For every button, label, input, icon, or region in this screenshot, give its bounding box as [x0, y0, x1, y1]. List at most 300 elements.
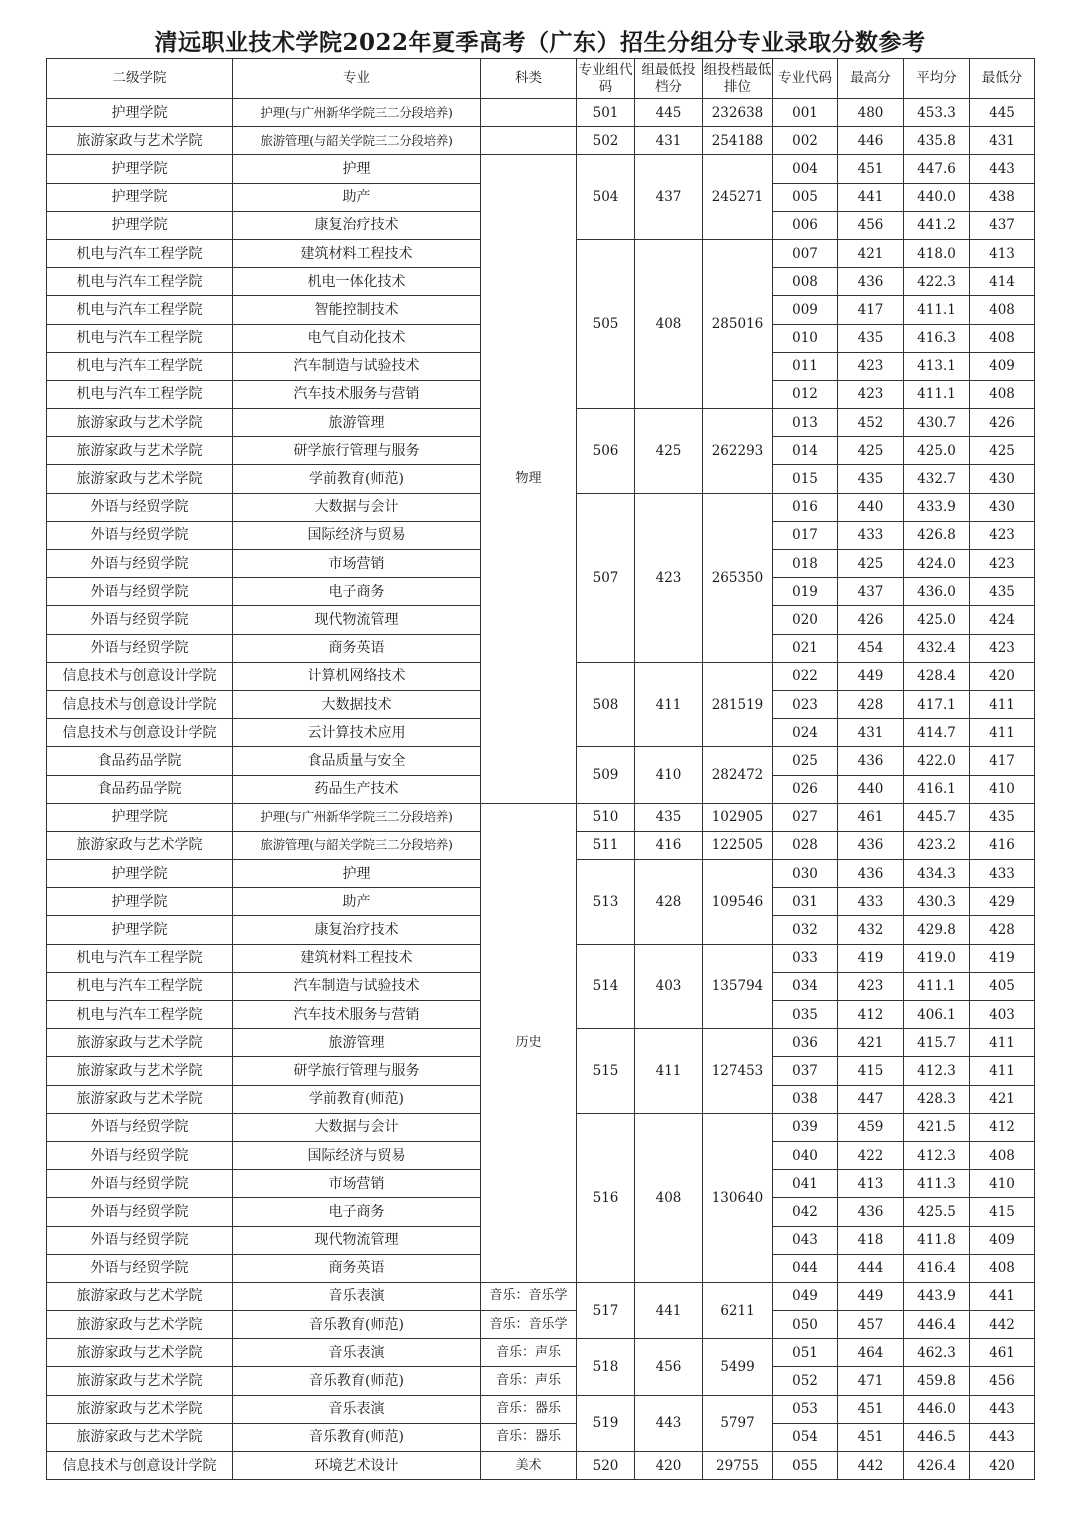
- min-score-cell: 423: [970, 550, 1035, 578]
- major-cell: 旅游管理: [233, 1029, 481, 1057]
- college-cell: 旅游家政与艺术学院: [47, 1085, 233, 1113]
- avg-score-cell: 423.2: [904, 831, 970, 859]
- max-score-cell: 432: [838, 916, 904, 944]
- major-cell: 建筑材料工程技术: [233, 944, 481, 972]
- max-score-cell: 417: [838, 296, 904, 324]
- college-cell: 机电与汽车工程学院: [47, 380, 233, 408]
- major-code-cell: 014: [773, 437, 838, 465]
- category-cell: 美术: [481, 1452, 577, 1480]
- group-rank-cell: 127453: [703, 1029, 773, 1114]
- major-code-cell: 042: [773, 1198, 838, 1226]
- group-code-cell: 502: [577, 127, 635, 155]
- group-min-cell: 411: [635, 662, 703, 747]
- avg-score-cell: 434.3: [904, 860, 970, 888]
- avg-score-cell: 425.0: [904, 606, 970, 634]
- college-cell: 机电与汽车工程学院: [47, 268, 233, 296]
- category-cell: [481, 127, 577, 155]
- category-cell: 物理: [481, 155, 577, 803]
- header-category: 科类: [481, 59, 577, 99]
- major-code-cell: 035: [773, 1001, 838, 1029]
- college-cell: 外语与经贸学院: [47, 1226, 233, 1254]
- header-college: 二级学院: [47, 59, 233, 99]
- major-code-cell: 008: [773, 268, 838, 296]
- avg-score-cell: 411.3: [904, 1170, 970, 1198]
- avg-score-cell: 411.8: [904, 1226, 970, 1254]
- max-score-cell: 451: [838, 1423, 904, 1451]
- major-cell: 环境艺术设计: [233, 1452, 481, 1480]
- header-group-min: 组最低投档分: [635, 59, 703, 99]
- min-score-cell: 419: [970, 944, 1035, 972]
- major-cell: 商务英语: [233, 1254, 481, 1282]
- avg-score-cell: 422.0: [904, 747, 970, 775]
- category-cell: 音乐：器乐: [481, 1395, 577, 1423]
- group-min-cell: 437: [635, 155, 703, 240]
- college-cell: 机电与汽车工程学院: [47, 972, 233, 1000]
- group-min-cell: 443: [635, 1395, 703, 1451]
- major-cell: 康复治疗技术: [233, 211, 481, 239]
- group-min-cell: 416: [635, 831, 703, 859]
- min-score-cell: 429: [970, 888, 1035, 916]
- min-score-cell: 442: [970, 1311, 1035, 1339]
- major-code-cell: 040: [773, 1141, 838, 1169]
- major-code-cell: 009: [773, 296, 838, 324]
- major-cell: 音乐表演: [233, 1282, 481, 1310]
- major-cell: 学前教育(师范): [233, 465, 481, 493]
- college-cell: 机电与汽车工程学院: [47, 239, 233, 267]
- major-cell: 现代物流管理: [233, 606, 481, 634]
- avg-score-cell: 413.1: [904, 352, 970, 380]
- min-score-cell: 435: [970, 578, 1035, 606]
- group-rank-cell: 285016: [703, 239, 773, 408]
- avg-score-cell: 424.0: [904, 550, 970, 578]
- group-rank-cell: 6211: [703, 1282, 773, 1338]
- category-cell: 音乐：声乐: [481, 1339, 577, 1367]
- category-cell: [481, 99, 577, 127]
- group-rank-cell: 232638: [703, 99, 773, 127]
- major-cell: 护理(与广州新华学院三二分段培养): [233, 99, 481, 127]
- category-cell: 历史: [481, 803, 577, 1282]
- major-cell: 护理(与广州新华学院三二分段培养): [233, 803, 481, 831]
- max-score-cell: 440: [838, 775, 904, 803]
- major-code-cell: 036: [773, 1029, 838, 1057]
- major-cell: 市场营销: [233, 550, 481, 578]
- major-code-cell: 030: [773, 860, 838, 888]
- major-code-cell: 020: [773, 606, 838, 634]
- max-score-cell: 428: [838, 690, 904, 718]
- table-row: [47, 1452, 1035, 1480]
- group-rank-cell: 135794: [703, 944, 773, 1029]
- max-score-cell: 436: [838, 1198, 904, 1226]
- group-rank-cell: 109546: [703, 860, 773, 945]
- college-cell: 外语与经贸学院: [47, 1254, 233, 1282]
- group-code-cell: 516: [577, 1113, 635, 1282]
- major-code-cell: 054: [773, 1423, 838, 1451]
- avg-score-cell: 425.0: [904, 437, 970, 465]
- min-score-cell: 437: [970, 211, 1035, 239]
- avg-score-cell: 426.4: [904, 1452, 970, 1480]
- major-cell: 国际经济与贸易: [233, 521, 481, 549]
- min-score-cell: 443: [970, 1423, 1035, 1451]
- group-min-cell: 423: [635, 493, 703, 662]
- major-code-cell: 015: [773, 465, 838, 493]
- group-rank-cell: 265350: [703, 493, 773, 662]
- group-min-cell: 435: [635, 803, 703, 831]
- major-code-cell: 004: [773, 155, 838, 183]
- avg-score-cell: 428.4: [904, 662, 970, 690]
- college-cell: 旅游家政与艺术学院: [47, 1311, 233, 1339]
- min-score-cell: 410: [970, 775, 1035, 803]
- major-code-cell: 031: [773, 888, 838, 916]
- group-rank-cell: 102905: [703, 803, 773, 831]
- min-score-cell: 408: [970, 296, 1035, 324]
- max-score-cell: 423: [838, 352, 904, 380]
- group-code-cell: 505: [577, 239, 635, 408]
- avg-score-cell: 430.7: [904, 409, 970, 437]
- max-score-cell: 441: [838, 183, 904, 211]
- min-score-cell: 412: [970, 1113, 1035, 1141]
- major-cell: 学前教育(师范): [233, 1085, 481, 1113]
- table-row: [47, 1395, 1035, 1423]
- major-code-cell: 012: [773, 380, 838, 408]
- college-cell: 信息技术与创意设计学院: [47, 690, 233, 718]
- max-score-cell: 425: [838, 550, 904, 578]
- college-cell: 外语与经贸学院: [47, 521, 233, 549]
- group-code-cell: 514: [577, 944, 635, 1029]
- min-score-cell: 405: [970, 972, 1035, 1000]
- group-rank-cell: 130640: [703, 1113, 773, 1282]
- college-cell: 食品药品学院: [47, 747, 233, 775]
- major-code-cell: 024: [773, 719, 838, 747]
- max-score-cell: 449: [838, 662, 904, 690]
- major-code-cell: 011: [773, 352, 838, 380]
- header-major: 专业: [233, 59, 481, 99]
- max-score-cell: 425: [838, 437, 904, 465]
- avg-score-cell: 418.0: [904, 239, 970, 267]
- group-code-cell: 501: [577, 99, 635, 127]
- group-min-cell: 425: [635, 409, 703, 494]
- table-row: [47, 155, 1035, 183]
- avg-score-cell: 445.7: [904, 803, 970, 831]
- group-code-cell: 520: [577, 1452, 635, 1480]
- major-cell: 建筑材料工程技术: [233, 239, 481, 267]
- avg-score-cell: 440.0: [904, 183, 970, 211]
- avg-score-cell: 426.8: [904, 521, 970, 549]
- max-score-cell: 442: [838, 1452, 904, 1480]
- major-code-cell: 018: [773, 550, 838, 578]
- major-cell: 大数据技术: [233, 690, 481, 718]
- max-score-cell: 471: [838, 1367, 904, 1395]
- group-code-cell: 504: [577, 155, 635, 240]
- major-cell: 汽车技术服务与营销: [233, 380, 481, 408]
- max-score-cell: 446: [838, 127, 904, 155]
- min-score-cell: 425: [970, 437, 1035, 465]
- major-code-cell: 050: [773, 1311, 838, 1339]
- group-min-cell: 408: [635, 1113, 703, 1282]
- major-cell: 研学旅行管理与服务: [233, 437, 481, 465]
- major-code-cell: 010: [773, 324, 838, 352]
- max-score-cell: 437: [838, 578, 904, 606]
- min-score-cell: 409: [970, 1226, 1035, 1254]
- major-code-cell: 017: [773, 521, 838, 549]
- major-code-cell: 021: [773, 634, 838, 662]
- college-cell: 机电与汽车工程学院: [47, 352, 233, 380]
- min-score-cell: 461: [970, 1339, 1035, 1367]
- major-cell: 音乐表演: [233, 1339, 481, 1367]
- college-cell: 旅游家政与艺术学院: [47, 465, 233, 493]
- header-max: 最高分: [838, 59, 904, 99]
- major-cell: 助产: [233, 888, 481, 916]
- max-score-cell: 461: [838, 803, 904, 831]
- min-score-cell: 433: [970, 860, 1035, 888]
- table-row: [47, 1339, 1035, 1367]
- major-cell: 护理: [233, 860, 481, 888]
- group-rank-cell: 29755: [703, 1452, 773, 1480]
- group-min-cell: 410: [635, 747, 703, 803]
- avg-score-cell: 432.7: [904, 465, 970, 493]
- major-cell: 大数据与会计: [233, 493, 481, 521]
- college-cell: 护理学院: [47, 155, 233, 183]
- major-cell: 康复治疗技术: [233, 916, 481, 944]
- min-score-cell: 424: [970, 606, 1035, 634]
- major-cell: 音乐教育(师范): [233, 1311, 481, 1339]
- group-min-cell: 411: [635, 1029, 703, 1114]
- major-cell: 商务英语: [233, 634, 481, 662]
- avg-score-cell: 411.1: [904, 972, 970, 1000]
- max-score-cell: 413: [838, 1170, 904, 1198]
- major-cell: 汽车制造与试验技术: [233, 972, 481, 1000]
- major-code-cell: 019: [773, 578, 838, 606]
- group-rank-cell: 245271: [703, 155, 773, 240]
- max-score-cell: 426: [838, 606, 904, 634]
- group-code-cell: 508: [577, 662, 635, 747]
- college-cell: 外语与经贸学院: [47, 1198, 233, 1226]
- college-cell: 旅游家政与艺术学院: [47, 831, 233, 859]
- avg-score-cell: 415.7: [904, 1029, 970, 1057]
- min-score-cell: 430: [970, 465, 1035, 493]
- avg-score-cell: 430.3: [904, 888, 970, 916]
- college-cell: 护理学院: [47, 99, 233, 127]
- max-score-cell: 451: [838, 1395, 904, 1423]
- college-cell: 旅游家政与艺术学院: [47, 409, 233, 437]
- major-code-cell: 026: [773, 775, 838, 803]
- min-score-cell: 411: [970, 1057, 1035, 1085]
- avg-score-cell: 441.2: [904, 211, 970, 239]
- max-score-cell: 436: [838, 747, 904, 775]
- college-cell: 外语与经贸学院: [47, 634, 233, 662]
- avg-score-cell: 412.3: [904, 1141, 970, 1169]
- min-score-cell: 414: [970, 268, 1035, 296]
- group-rank-cell: 5797: [703, 1395, 773, 1451]
- major-cell: 音乐表演: [233, 1395, 481, 1423]
- major-code-cell: 055: [773, 1452, 838, 1480]
- min-score-cell: 403: [970, 1001, 1035, 1029]
- admission-score-table: [46, 58, 1035, 1480]
- group-rank-cell: 281519: [703, 662, 773, 747]
- college-cell: 旅游家政与艺术学院: [47, 1395, 233, 1423]
- max-score-cell: 423: [838, 972, 904, 1000]
- max-score-cell: 464: [838, 1339, 904, 1367]
- group-min-cell: 441: [635, 1282, 703, 1338]
- college-cell: 旅游家政与艺术学院: [47, 1282, 233, 1310]
- max-score-cell: 447: [838, 1085, 904, 1113]
- major-code-cell: 023: [773, 690, 838, 718]
- avg-score-cell: 414.7: [904, 719, 970, 747]
- college-cell: 护理学院: [47, 916, 233, 944]
- min-score-cell: 431: [970, 127, 1035, 155]
- major-code-cell: 028: [773, 831, 838, 859]
- max-score-cell: 431: [838, 719, 904, 747]
- group-rank-cell: 5499: [703, 1339, 773, 1395]
- group-rank-cell: 262293: [703, 409, 773, 494]
- min-score-cell: 417: [970, 747, 1035, 775]
- group-min-cell: 408: [635, 239, 703, 408]
- min-score-cell: 409: [970, 352, 1035, 380]
- major-cell: 机电一体化技术: [233, 268, 481, 296]
- major-cell: 大数据与会计: [233, 1113, 481, 1141]
- avg-score-cell: 446.4: [904, 1311, 970, 1339]
- major-cell: 智能控制技术: [233, 296, 481, 324]
- min-score-cell: 408: [970, 380, 1035, 408]
- min-score-cell: 411: [970, 690, 1035, 718]
- min-score-cell: 411: [970, 1029, 1035, 1057]
- major-code-cell: 049: [773, 1282, 838, 1310]
- max-score-cell: 436: [838, 860, 904, 888]
- group-code-cell: 518: [577, 1339, 635, 1395]
- major-code-cell: 037: [773, 1057, 838, 1085]
- college-cell: 旅游家政与艺术学院: [47, 1029, 233, 1057]
- major-code-cell: 007: [773, 239, 838, 267]
- min-score-cell: 420: [970, 1452, 1035, 1480]
- group-code-cell: 517: [577, 1282, 635, 1338]
- major-cell: 市场营销: [233, 1170, 481, 1198]
- category-cell: 音乐：声乐: [481, 1367, 577, 1395]
- group-min-cell: 445: [635, 99, 703, 127]
- max-score-cell: 418: [838, 1226, 904, 1254]
- college-cell: 护理学院: [47, 183, 233, 211]
- avg-score-cell: 406.1: [904, 1001, 970, 1029]
- college-cell: 机电与汽车工程学院: [47, 944, 233, 972]
- avg-score-cell: 432.4: [904, 634, 970, 662]
- group-min-cell: 403: [635, 944, 703, 1029]
- avg-score-cell: 421.5: [904, 1113, 970, 1141]
- major-cell: 护理: [233, 155, 481, 183]
- major-cell: 计算机网络技术: [233, 662, 481, 690]
- major-code-cell: 039: [773, 1113, 838, 1141]
- max-score-cell: 457: [838, 1311, 904, 1339]
- college-cell: 外语与经贸学院: [47, 578, 233, 606]
- group-code-cell: 519: [577, 1395, 635, 1451]
- major-code-cell: 016: [773, 493, 838, 521]
- header-min: 最低分: [970, 59, 1035, 99]
- major-cell: 汽车制造与试验技术: [233, 352, 481, 380]
- major-cell: 旅游管理: [233, 409, 481, 437]
- avg-score-cell: 417.1: [904, 690, 970, 718]
- college-cell: 护理学院: [47, 803, 233, 831]
- group-code-cell: 515: [577, 1029, 635, 1114]
- major-cell: 电子商务: [233, 1198, 481, 1226]
- avg-score-cell: 416.4: [904, 1254, 970, 1282]
- max-score-cell: 452: [838, 409, 904, 437]
- college-cell: 机电与汽车工程学院: [47, 1001, 233, 1029]
- group-min-cell: 428: [635, 860, 703, 945]
- major-cell: 旅游管理(与韶关学院三二分段培养): [233, 831, 481, 859]
- college-cell: 旅游家政与艺术学院: [47, 127, 233, 155]
- avg-score-cell: 436.0: [904, 578, 970, 606]
- college-cell: 外语与经贸学院: [47, 550, 233, 578]
- min-score-cell: 413: [970, 239, 1035, 267]
- major-code-cell: 006: [773, 211, 838, 239]
- major-cell: 电气自动化技术: [233, 324, 481, 352]
- max-score-cell: 433: [838, 521, 904, 549]
- major-code-cell: 044: [773, 1254, 838, 1282]
- avg-score-cell: 435.8: [904, 127, 970, 155]
- major-code-cell: 001: [773, 99, 838, 127]
- max-score-cell: 449: [838, 1282, 904, 1310]
- college-cell: 机电与汽车工程学院: [47, 324, 233, 352]
- group-code-cell: 511: [577, 831, 635, 859]
- major-cell: 助产: [233, 183, 481, 211]
- max-score-cell: 436: [838, 268, 904, 296]
- avg-score-cell: 446.5: [904, 1423, 970, 1451]
- max-score-cell: 480: [838, 99, 904, 127]
- min-score-cell: 443: [970, 155, 1035, 183]
- min-score-cell: 416: [970, 831, 1035, 859]
- avg-score-cell: 453.3: [904, 99, 970, 127]
- avg-score-cell: 416.1: [904, 775, 970, 803]
- min-score-cell: 438: [970, 183, 1035, 211]
- major-code-cell: 052: [773, 1367, 838, 1395]
- avg-score-cell: 416.3: [904, 324, 970, 352]
- min-score-cell: 426: [970, 409, 1035, 437]
- min-score-cell: 423: [970, 521, 1035, 549]
- group-rank-cell: 122505: [703, 831, 773, 859]
- max-score-cell: 423: [838, 380, 904, 408]
- min-score-cell: 445: [970, 99, 1035, 127]
- avg-score-cell: 411.1: [904, 380, 970, 408]
- major-cell: 现代物流管理: [233, 1226, 481, 1254]
- college-cell: 旅游家政与艺术学院: [47, 1339, 233, 1367]
- college-cell: 外语与经贸学院: [47, 606, 233, 634]
- group-rank-cell: 254188: [703, 127, 773, 155]
- group-min-cell: 431: [635, 127, 703, 155]
- major-code-cell: 032: [773, 916, 838, 944]
- min-score-cell: 411: [970, 719, 1035, 747]
- max-score-cell: 435: [838, 324, 904, 352]
- header-row: [47, 59, 1035, 99]
- college-cell: 旅游家政与艺术学院: [47, 1367, 233, 1395]
- major-cell: 药品生产技术: [233, 775, 481, 803]
- college-cell: 旅游家政与艺术学院: [47, 437, 233, 465]
- min-score-cell: 420: [970, 662, 1035, 690]
- min-score-cell: 423: [970, 634, 1035, 662]
- max-score-cell: 421: [838, 239, 904, 267]
- avg-score-cell: 462.3: [904, 1339, 970, 1367]
- college-cell: 信息技术与创意设计学院: [47, 1452, 233, 1480]
- major-code-cell: 025: [773, 747, 838, 775]
- college-cell: 护理学院: [47, 888, 233, 916]
- category-cell: 音乐：音乐学: [481, 1282, 577, 1310]
- college-cell: 护理学院: [47, 211, 233, 239]
- max-score-cell: 436: [838, 831, 904, 859]
- avg-score-cell: 429.8: [904, 916, 970, 944]
- major-code-cell: 027: [773, 803, 838, 831]
- max-score-cell: 454: [838, 634, 904, 662]
- category-cell: 音乐：器乐: [481, 1423, 577, 1451]
- max-score-cell: 435: [838, 465, 904, 493]
- major-code-cell: 053: [773, 1395, 838, 1423]
- min-score-cell: 456: [970, 1367, 1035, 1395]
- header-group-rank: 组投档最低排位: [703, 59, 773, 99]
